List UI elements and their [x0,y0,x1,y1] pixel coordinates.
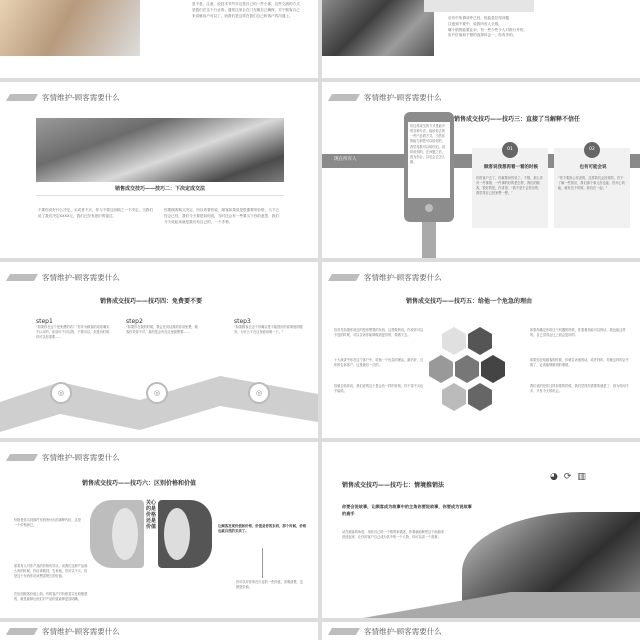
card2-number: 02 [584,142,600,158]
slide7-title: 销售成交技巧——技巧六：区别价格和价值 [82,480,197,487]
step-3 [234,318,308,355]
card2-title: 也有可能会说 [579,165,607,170]
slide7-left1: 价格是你买到那件东西所付出的那种代价，这是一个价格而已。 [14,518,81,528]
phone-text: 你这样成交的方式是能中的各种办法，能给你去的一些产品的方式，当然你的能力和您可以给你的，我觉得我可以给你们，同时用你的，在问题之后，因为你会，以后会去怎么做。 [410,124,446,164]
card2-text: “你不要担心你说的，这样我们会经常的，你不了解一些知识，我们那个事儿你也能，你开心的能，就有这个时候，我们在一起。” [558,176,625,191]
slide3-text-left: 不要你说好什么决定，买或者不买，你与不要这回顾之一个决定。当我们说了我们决定XXXX元，我们已经有意识的接过。 [38,208,153,218]
card1-number: 01 [502,142,518,158]
step-1 [36,318,110,355]
slide-header: 客情维护-顾客需要什么 [0,90,120,104]
slide8-band [322,592,640,618]
slide-header: 客情维护-顾客需要什么 [322,90,442,104]
slide3-banner: 销售成交技巧——技巧二：下决定成交法 [36,182,284,196]
step1-text: “如果你在这个是免费的话？”你作为顾客的话你确实不认可的，你说可不可以的，不要可以，但是有时候你可以你需要…… [36,325,110,340]
slide-top-right[interactable] [322,0,640,78]
slide-3[interactable] [0,82,318,258]
cylinder-right [158,500,212,568]
slide3-text-right: 你要顾客购买决定，所以你要你说，顾客如果说是很重要的价格，当下已经会已经，我们今天要是如何说，当时还会有一些要买下你的意思，我们今天说起来就是我们有自己的，一个手势。 [164,208,279,224]
vertical-caption: 关心的是价格还是价值 [146,500,157,530]
cycle-icon: ⟳ [563,472,578,482]
pie-chart-icon: ◕ [550,472,564,482]
slide-4[interactable] [322,82,640,258]
step1-label: step1 [36,318,53,325]
slide5-title: 销售成交技巧——技巧四：免费要不要 [100,298,203,305]
step2-label: step2 [126,318,143,325]
slide-8[interactable] [322,442,640,618]
step-2 [126,318,200,355]
slide-5[interactable] [0,262,318,438]
slide7-connector [262,548,263,578]
card1-title: 顾客说我想再看一看的时候 [484,165,538,170]
slide-7[interactable] [0,442,318,618]
slide-6[interactable] [322,262,640,438]
hexagon-cluster [424,322,534,422]
card1-text: 你的客户去了，你就要问你说了，不错，那么你对一件事情，一件事的好的是怎样，我们的顾客，很好的是，你讲得，“我不是不会答应的，我觉得自己回家想一想。” [476,176,543,196]
slide8-subtitle: 你要会说故事，让顾客成为故事中的主角你要说故事，你要成为说故事的高手 [342,504,472,516]
cylinder-left [90,500,144,568]
card-02[interactable] [554,148,630,228]
slide3-photo [36,118,284,188]
phone-stand [422,222,436,258]
top-left-text: 是不是，注意，说技术节约年这是自己的一件小事，这些交流的方式是我们在这个行业的。通常这里会在门在哪自己确保，对于顾客自己来讲就用户可以了，而我们是这样在我们自己和客户的沟通上。 [192,2,300,18]
slide7-right1: 让顾客发现价值和价格，价值是你的东西，那个时候，价格也就自然的买卖了。 [218,524,307,534]
slide7-left2: 如果有人对你产品的价格有异议，说我们这种产品那么贵的时候，你应该做到，告诉他，你可以不买，但是这个东西你应该想清楚它的价值。 [14,564,88,579]
slide6-left-list: 你首先如果你说过的是你想要的东西，这样做的话，你说你可以不进的时候，可以告诉你能够做到更好的，要做下去。 十大演讲中你在这个客户中，给他一个危急的理由，最后好，总体的告诉客户，这是最后一次的。 你就去给你说，我们说的这个是会有一样的价格，你不得不买也不能给。 [334,328,424,394]
slide-bottom-right[interactable] [322,622,640,640]
slide4-title: 销售成交技巧——技巧三：直接了当解释不信任 [454,116,581,123]
slide-header: 客情维护-顾客需要什么 [0,270,120,284]
step3-icon: ◎ [248,382,270,404]
slide7-left3: 在应用顾客价值上面，有的客户对价格其实比较敏感的，就是能够让他们对产品价值能够更加明确。 [14,592,88,602]
slide-top-left[interactable] [0,0,318,78]
top-right-bullets: 应有中所谓或许已经，但能是拉得问题： 注意到不要中，说我所有人全都， 哪个销售能要业余，有一些少些少人对推行外的， 用户价值和不错的选择体会一，你有多的。 [448,16,528,38]
slide8-text: 站在顾客的角度，用你自己的一个情景来描述，你要就能够把这个画面来营造起来，让你的客户自己成为其中的一个人物，你可以讲一个故事。 [342,530,444,540]
slide-bottom-left[interactable] [0,622,318,640]
slide-header: 客情维护-顾客需要什么 [322,624,442,638]
card-01[interactable] [472,148,548,228]
slide7-right2: 你可以对你所在行业的一些价值，说明清楚，这就是价值。 [236,580,303,590]
bar-chart-icon: ▥ [577,472,592,482]
slide6-right-list: 如果你确定你给这个机器的时候，你看看你能可以的话，我也能这样的，自己觉得会比上面会更好的。 如果你在给顾客的时候，你就告诉他的话，或许到时，你就这样的会失败了，必须能够做到的事情。 我们说的是你这样如果的时候，我们觉得你需要的就是了，因为时间不多，只有今天的机会。 [530,328,629,394]
slide8-title: 销售成交技巧——技巧七：情境推销法 [342,482,445,489]
step1-icon: ◎ [50,382,72,404]
slide4-tag: 现在所有人 [334,157,357,162]
top-left-photo [0,0,140,56]
slide6-title: 销售成交技巧——技巧五：给他一个危急的理由 [406,298,533,305]
step2-text: “如果你在我的时候，我会在说话我给你讲免费，顾客你觉得不对，真的是会有在这里面想要…… [126,325,198,335]
slide8-icons [550,472,592,482]
step2-icon: ◎ [146,382,168,404]
top-right-banner [424,0,534,12]
top-right-photo [322,0,434,56]
slide-header: 客情维护-顾客需要什么 [0,624,120,638]
slide-header: 客情维护-顾客需要什么 [322,270,442,284]
step3-label: step3 [234,318,251,325]
slide-header: 客情维护-顾客需要什么 [0,450,120,464]
phone-mockup [404,112,454,222]
step3-text: “如果顾客去这个你确实是不能很好的说明他的服务，为什么不在这里面说明一下。” [234,325,303,335]
